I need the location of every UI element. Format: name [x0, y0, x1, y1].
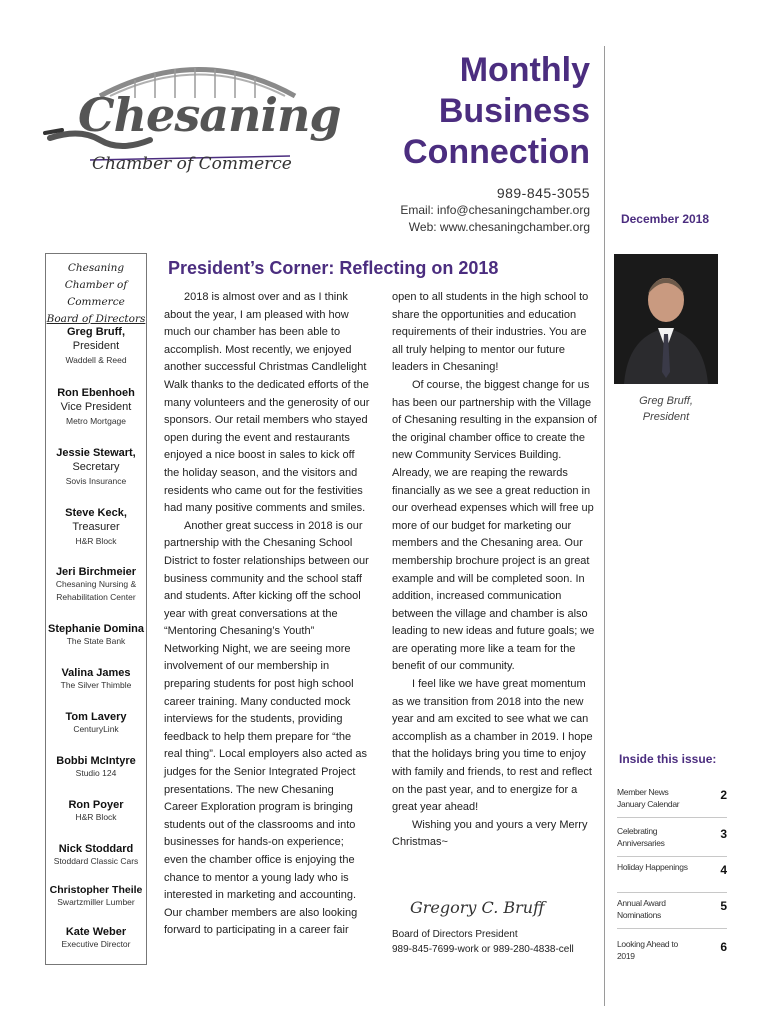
signature: Gregory C. Bruff [410, 898, 545, 917]
toc-divider [617, 892, 727, 893]
member-company: Swartzmiller Lumber [57, 897, 135, 907]
website: Web: www.chesaningchamber.org [408, 220, 590, 234]
toc-page: 6 [720, 940, 727, 954]
title-line-2: Business [438, 92, 590, 130]
member-company: H&R Block [75, 536, 117, 546]
member-name: Greg Bruff, [66, 326, 126, 338]
signature-phone: 989-845-7699-work or 989-280-4838-cell [392, 944, 574, 955]
article-column-1 [164, 289, 370, 940]
caption-role: President [642, 411, 690, 423]
article-paragraph: open to all students in the high school to share the opportunities and education requirements of their industries. You are all truly helping to mentor our future leaders in Chesaning! [392, 291, 589, 374]
article-paragraph: Wishing you and yours a very Merry Christmas~ [392, 818, 588, 849]
member-name: Ron Ebenhoeh [57, 387, 135, 399]
toc-page: 4 [720, 863, 727, 877]
board-member [46, 623, 146, 648]
board-member [46, 387, 146, 428]
caption-name: Greg Bruff, [639, 395, 693, 407]
member-role: Secretary [72, 461, 120, 473]
member-role: Treasurer [72, 521, 120, 533]
member-company: Stoddard Classic Cars [53, 856, 139, 866]
member-company: Sovis Insurance [65, 476, 127, 486]
member-name: Nick Stoddard [58, 843, 134, 855]
title-line-3: Connection [403, 133, 590, 171]
toc-label: Annual Award Nominations [617, 898, 666, 920]
board-member [46, 799, 146, 824]
member-company: Chesaning Nursing & Rehabilitation Center [55, 579, 137, 602]
article-paragraph: I feel like we have great momentum as we transition from 2018 into the new year and am excited to see what we can accomplish as a chamber in 2019. I hope that the holidays bring you time to enjoy with family and friends, to rest and reflect on the past year, and to energize for a great year ahead! [392, 678, 593, 814]
article-headline: President’s Corner: Reflecting on 2018 [168, 258, 499, 278]
board-member [46, 711, 146, 736]
phone-number: 989-845-3055 [496, 185, 590, 201]
member-role: President [72, 340, 120, 352]
vertical-divider [604, 46, 605, 1006]
member-name: Jessie Stewart, [56, 447, 136, 459]
signature-title [392, 927, 607, 957]
toc-page: 2 [720, 788, 727, 802]
member-company: Studio 124 [75, 768, 117, 778]
newsletter-title [360, 50, 590, 173]
email-address: Email: info@chesaningchamber.org [400, 203, 590, 217]
board-heading-line-2: Chamber of Commerce [64, 279, 128, 308]
board-member [46, 667, 146, 692]
member-company: Metro Mortgage [66, 416, 126, 426]
toc-divider [617, 928, 727, 929]
board-member [46, 884, 146, 909]
toc-divider [617, 817, 727, 818]
board-member [46, 926, 146, 951]
board-heading-line-1: Chesaning [67, 262, 125, 274]
logo-text: Chesaning [78, 88, 341, 142]
board-heading-line-3: Board of Directors [46, 313, 146, 325]
member-company: CenturyLink [73, 724, 119, 734]
member-name: Valina James [61, 667, 131, 679]
member-name: Christopher Theile [49, 884, 143, 896]
toc-page: 3 [720, 827, 727, 841]
toc-label: Holiday Happenings [617, 862, 688, 872]
member-name: Steve Keck, [65, 507, 127, 519]
member-company: Executive Director [61, 939, 131, 949]
article-column-2 [392, 289, 599, 852]
toc-label: Looking Ahead to 2019 [617, 939, 678, 961]
member-company: H&R Block [75, 812, 117, 822]
member-name: Stephanie Domina [48, 623, 144, 635]
toc-label: Member News January Calendar [617, 787, 680, 809]
toc-label: Celebrating Anniversaries [617, 826, 665, 848]
photo-caption [614, 393, 718, 425]
board-member [46, 566, 146, 604]
toc-divider [617, 856, 727, 857]
member-company: The Silver Thimble [60, 680, 132, 690]
president-photo [614, 254, 718, 384]
board-member [46, 326, 146, 367]
member-name: Jeri Birchmeier [55, 566, 137, 578]
member-company: The State Bank [66, 636, 126, 646]
article-paragraph: Another great success in 2018 is our partnership with the Chesaning School District to foster relationships between our business community and the school staff and students. After kicking off the school year with great conversations at the “Mentoring Chesaning’s Youth” Networking Night, we are seeing more involvement of our membership in preparing students for post high school career training. Many conducted mock interviews for the students, providing feedback to help them prepare for “the real thing”. Local employers also acted as judges for the Senior Integrated Project presentations. The new Chesaning Career Exploration program is bringing students out of the classrooms and into businesses for hands-on experience; even the chamber office is enjoying the chance to mentor a young lady who is interested in marketing and accounting. Our chamber members are also looking forward to participating in a career fair [164, 519, 369, 937]
member-name: Bobbi McIntyre [56, 755, 136, 767]
article-paragraph: 2018 is almost over and as I think about the year, I am pleased with how much our chamber has been able to accomplish. Most recently, we enjoyed another successful Christmas Candlelight Walk thanks to the dedicated efforts of the many volunteers and the generosity of our sponsors. Our retail members who stayed open during the event and restaurants enjoyed a nice boost in sales to kick off the holiday season, and the visitors and residents who came out for the festivities had many positive comments and smiles. [164, 291, 370, 515]
member-name: Ron Poyer [68, 799, 124, 811]
board-member [46, 843, 146, 868]
toc-page: 5 [720, 899, 727, 913]
title-line-1: Monthly [459, 51, 590, 89]
chamber-logo [40, 48, 341, 188]
member-role: Vice President [60, 401, 132, 413]
article-paragraph: Of course, the biggest change for us has been our partnership with the Village of Chesaning resulting in the expansion of the original chamber office to create the new Community Services Building. Already, we are reaping the rewards financially as we see a great reduction in our overhead expenses which will free up more of our budget for marketing our members and the Chesaning area. Our membership brochure project is an great example and will be completed soon. In addition, increased communication between the village and chamber is also leading to new ideas and future goals; we are operating more like a team for the benefit of our community. [392, 378, 597, 673]
member-name: Tom Lavery [65, 711, 127, 723]
member-company: Waddell & Reed [65, 355, 127, 365]
issue-date: December 2018 [620, 212, 710, 226]
board-member [46, 755, 146, 780]
board-of-directors-box [45, 253, 147, 965]
board-member [46, 507, 146, 548]
contact-info [360, 185, 590, 236]
signature-role: Board of Directors President [392, 929, 518, 940]
board-member [46, 447, 146, 488]
board-heading [46, 260, 146, 328]
member-name: Kate Weber [65, 926, 127, 938]
logo-subtitle: Chamber of Commerce [92, 154, 292, 174]
inside-this-issue-heading: Inside this issue: [619, 752, 717, 766]
